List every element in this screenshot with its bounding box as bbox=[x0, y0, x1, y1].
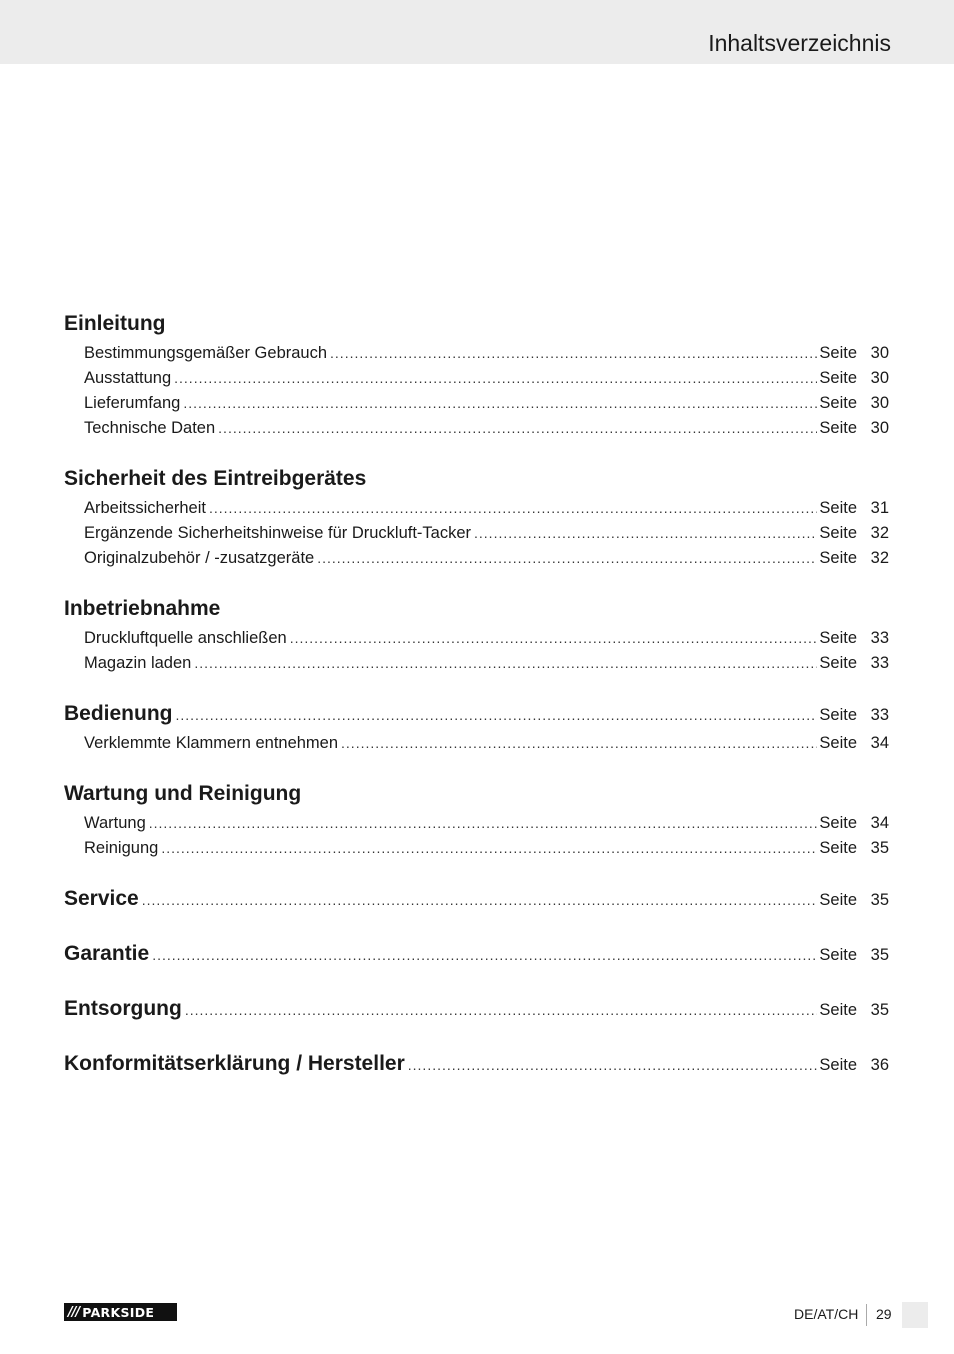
dot-leader bbox=[185, 1002, 818, 1018]
dot-leader bbox=[161, 840, 817, 856]
page-prefix: Seite bbox=[819, 629, 857, 647]
page-prefix: Seite bbox=[819, 839, 857, 857]
dot-leader bbox=[408, 1057, 818, 1073]
dot-leader bbox=[152, 947, 817, 963]
toc-entry-label: Arbeitssicherheit bbox=[84, 499, 206, 517]
toc-entry[interactable] bbox=[64, 344, 889, 369]
toc-section bbox=[64, 942, 889, 974]
page-number: 30 bbox=[870, 344, 889, 362]
toc-heading-label: Wartung und Reinigung bbox=[64, 782, 302, 805]
dot-leader bbox=[341, 735, 817, 751]
toc-entry[interactable] bbox=[64, 524, 889, 549]
page-prefix: Seite bbox=[819, 891, 857, 909]
toc-heading-label: Service bbox=[64, 887, 139, 910]
toc-section bbox=[64, 702, 889, 759]
toc-heading[interactable] bbox=[64, 782, 889, 814]
toc-heading-label: Konformitätserklärung / Hersteller bbox=[64, 1052, 405, 1075]
page-number: 35 bbox=[870, 891, 889, 909]
toc-section bbox=[64, 312, 889, 444]
page-number: 33 bbox=[870, 706, 889, 724]
page-number: 35 bbox=[870, 1001, 889, 1019]
toc-entry-label: Reinigung bbox=[84, 839, 159, 857]
page-title: Inhaltsverzeichnis bbox=[708, 30, 891, 56]
footer-divider bbox=[866, 1304, 867, 1326]
toc-entry[interactable] bbox=[64, 419, 889, 444]
dot-leader bbox=[194, 655, 817, 671]
toc-heading[interactable] bbox=[64, 942, 889, 974]
toc-heading[interactable] bbox=[64, 997, 889, 1029]
page-prefix: Seite bbox=[819, 1001, 857, 1019]
page-prefix: Seite bbox=[819, 1056, 857, 1074]
dot-leader bbox=[290, 630, 818, 646]
toc-entry-label: Originalzubehör / -zusatzgeräte bbox=[84, 549, 315, 567]
page-prefix: Seite bbox=[819, 706, 857, 724]
page-number: 32 bbox=[870, 549, 889, 567]
dot-leader bbox=[174, 370, 817, 386]
dot-leader bbox=[474, 525, 817, 541]
toc-section bbox=[64, 467, 889, 574]
toc-heading[interactable] bbox=[64, 312, 889, 344]
dot-leader bbox=[330, 345, 817, 361]
page-number: 30 bbox=[870, 369, 889, 387]
toc-entry[interactable] bbox=[64, 814, 889, 839]
page-prefix: Seite bbox=[819, 524, 857, 542]
page-prefix: Seite bbox=[819, 369, 857, 387]
footer-tab-marker bbox=[902, 1302, 928, 1328]
toc-heading-label: Garantie bbox=[64, 942, 150, 965]
toc-entry-label: Magazin laden bbox=[84, 654, 192, 672]
page-prefix: Seite bbox=[819, 734, 857, 752]
dot-leader bbox=[142, 892, 818, 908]
page-prefix: Seite bbox=[819, 814, 857, 832]
toc-entry-label: Wartung bbox=[84, 814, 146, 832]
page-number: 31 bbox=[870, 499, 889, 517]
page-number: 34 bbox=[870, 814, 889, 832]
toc-entry-label: Ergänzende Sicherheitshinweise für Druckluft-Tacker bbox=[84, 524, 472, 542]
toc-heading[interactable] bbox=[64, 702, 889, 734]
toc-heading-label: Einleitung bbox=[64, 312, 166, 335]
page-number: 36 bbox=[870, 1056, 889, 1074]
dot-leader bbox=[218, 420, 817, 436]
footer-locale: DE/AT/CH bbox=[794, 1306, 859, 1322]
parkside-logo bbox=[64, 1303, 177, 1321]
logo-stripes: /// bbox=[68, 1304, 80, 1320]
toc-entry[interactable] bbox=[64, 654, 889, 679]
page-number: 34 bbox=[870, 734, 889, 752]
page-number: 32 bbox=[870, 524, 889, 542]
toc-heading-label: Entsorgung bbox=[64, 997, 182, 1020]
page-prefix: Seite bbox=[819, 946, 857, 964]
toc-entry[interactable] bbox=[64, 394, 889, 419]
toc-heading[interactable] bbox=[64, 887, 889, 919]
toc-entry[interactable] bbox=[64, 369, 889, 394]
toc-entry[interactable] bbox=[64, 839, 889, 864]
page-prefix: Seite bbox=[819, 499, 857, 517]
toc-entry-label: Lieferumfang bbox=[84, 394, 181, 412]
dot-leader bbox=[176, 707, 818, 723]
toc-heading[interactable] bbox=[64, 1052, 889, 1084]
toc-entry-label: Bestimmungsgemäßer Gebrauch bbox=[84, 344, 328, 362]
toc-entry[interactable] bbox=[64, 629, 889, 654]
toc-section bbox=[64, 887, 889, 919]
page-prefix: Seite bbox=[819, 549, 857, 567]
dot-leader bbox=[317, 550, 817, 566]
page-number: 30 bbox=[870, 419, 889, 437]
page-number: 30 bbox=[870, 394, 889, 412]
footer-page-number: 29 bbox=[876, 1306, 892, 1322]
toc-heading-label: Bedienung bbox=[64, 702, 173, 725]
page-prefix: Seite bbox=[819, 394, 857, 412]
logo-text: PARKSIDE bbox=[82, 1304, 155, 1320]
toc-entry[interactable] bbox=[64, 734, 889, 759]
toc-heading-label: Sicherheit des Eintreibgerätes bbox=[64, 467, 367, 490]
toc-entry[interactable] bbox=[64, 549, 889, 574]
page-number: 35 bbox=[870, 946, 889, 964]
page-number: 33 bbox=[870, 654, 889, 672]
toc-heading[interactable] bbox=[64, 597, 889, 629]
table-of-contents bbox=[64, 312, 889, 1107]
dot-leader bbox=[183, 395, 817, 411]
toc-heading[interactable] bbox=[64, 467, 889, 499]
toc-entry-label: Ausstattung bbox=[84, 369, 172, 387]
toc-heading-label: Inbetriebnahme bbox=[64, 597, 221, 620]
toc-section bbox=[64, 997, 889, 1029]
toc-entry-label: Druckluftquelle anschließen bbox=[84, 629, 287, 647]
page-prefix: Seite bbox=[819, 344, 857, 362]
toc-entry-label: Technische Daten bbox=[84, 419, 216, 437]
dot-leader bbox=[149, 815, 818, 831]
toc-section bbox=[64, 597, 889, 679]
toc-section bbox=[64, 782, 889, 864]
toc-entry-label: Verklemmte Klammern entnehmen bbox=[84, 734, 339, 752]
page-prefix: Seite bbox=[819, 419, 857, 437]
dot-leader bbox=[209, 500, 817, 516]
page-number: 35 bbox=[870, 839, 889, 857]
page-number: 33 bbox=[870, 629, 889, 647]
page-prefix: Seite bbox=[819, 654, 857, 672]
toc-entry[interactable] bbox=[64, 499, 889, 524]
toc-section bbox=[64, 1052, 889, 1084]
